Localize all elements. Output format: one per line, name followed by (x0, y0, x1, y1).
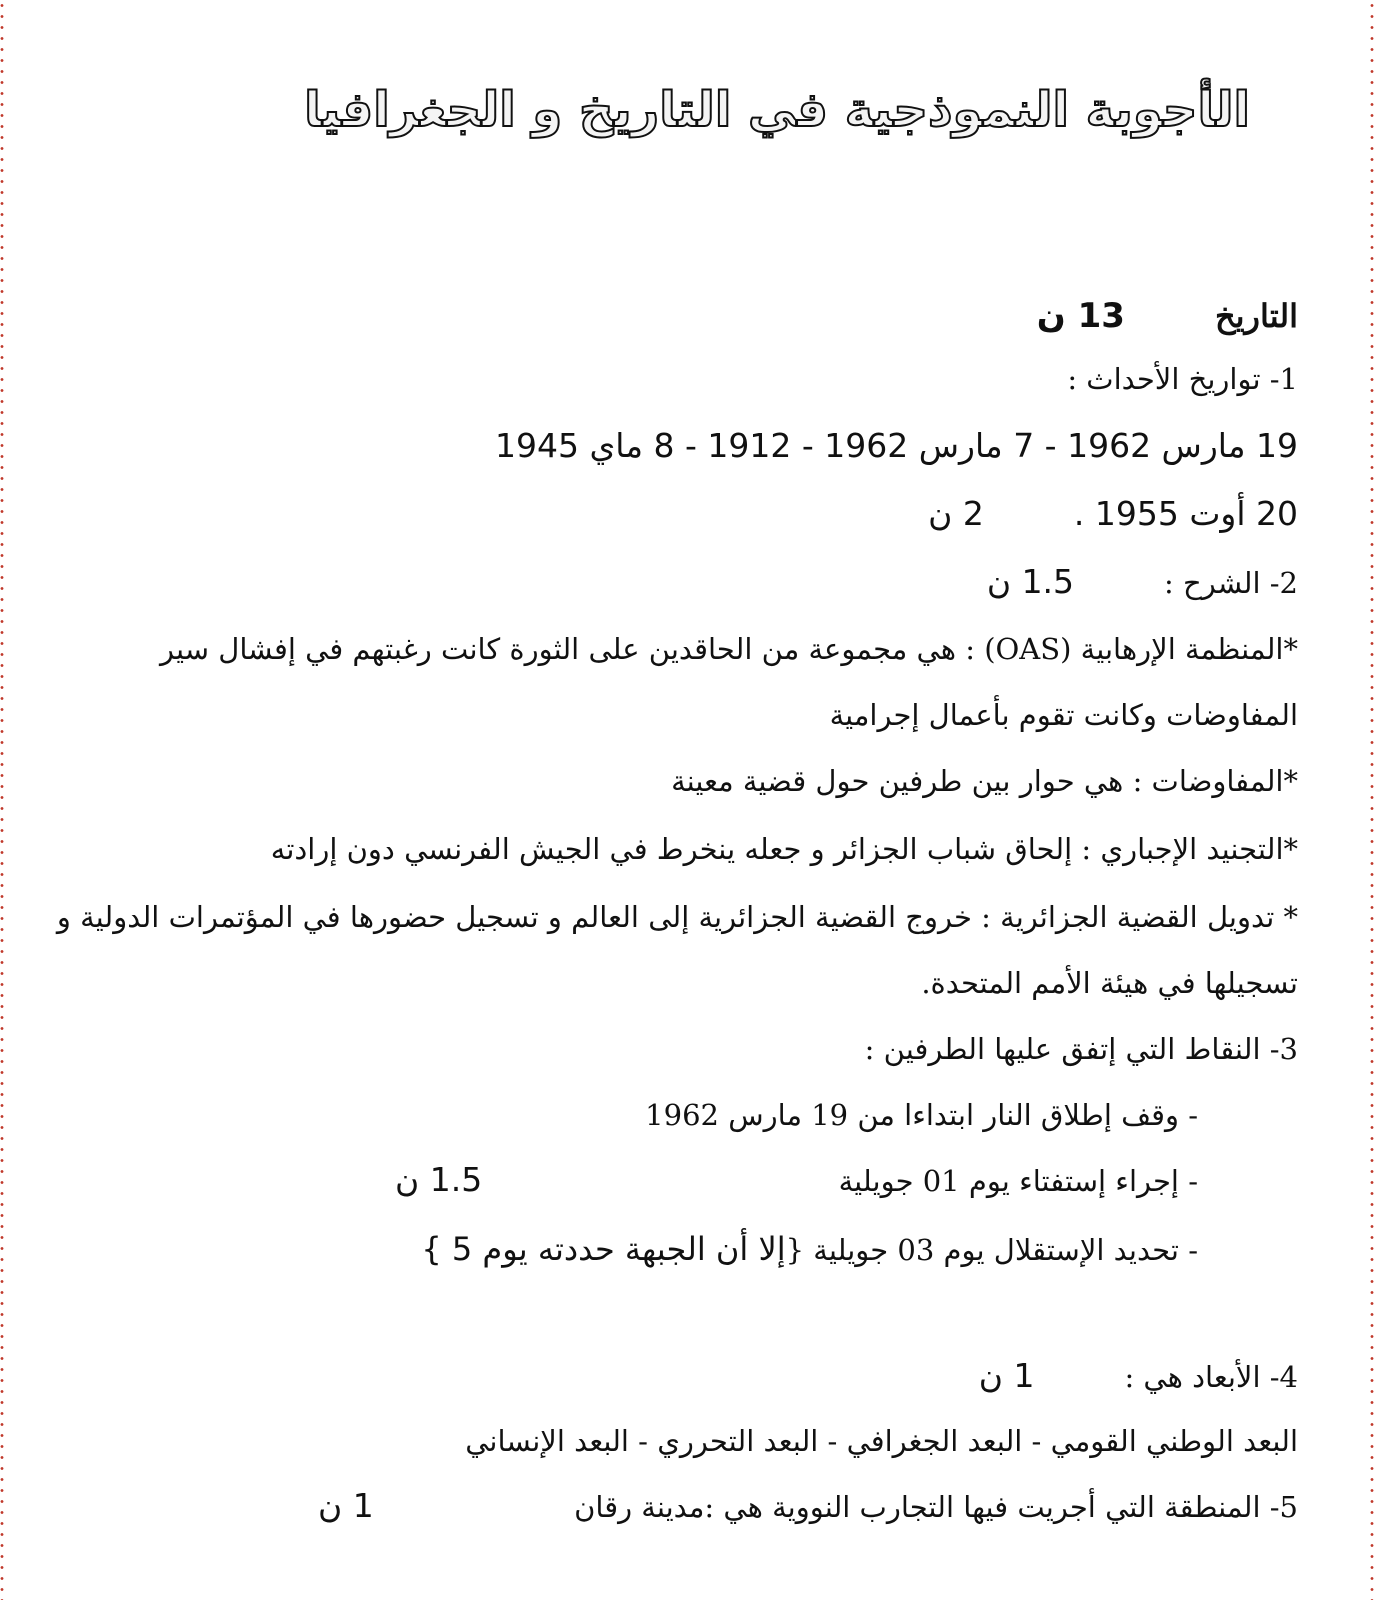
q1-last-date: 20 أوت 1955 . (1073, 494, 1298, 533)
page-title: الأجوبة النموذجية في التاريخ و الجغرافيا (304, 82, 1250, 138)
q1-dates-line: 19 مارس 1962 - 7 مارس 1962 - 1912 - 8 ماي 1945 (494, 426, 1298, 465)
q3-item2: - إجراء إستفتاء يوم 01 جويلية (838, 1164, 1198, 1198)
q3-label: 3- النقاط التي إتفق عليها الطرفين : (864, 1032, 1298, 1066)
q1-last-row (928, 494, 1298, 534)
q2-oas-line1: *المنظمة الإرهابية (OAS) : هي مجموعة من الحاقدين على الثورة كانت رغبتهم في إفشال سير (160, 632, 1298, 666)
q3-item3-main: - تحديد الإستقلال يوم 03 جويلية { (785, 1233, 1198, 1267)
q1-points: 2 ن (928, 494, 984, 533)
history-points: 13 ن (1036, 296, 1125, 336)
q2-points: 1.5 ن (986, 562, 1075, 601)
q4-points: 1 ن (978, 1356, 1035, 1395)
q2-intl-line2: تسجيلها في هيئة الأمم المتحدة. (921, 966, 1298, 1000)
q2-oas-line2: المفاوضات وكانت تقوم بأعمال إجرامية (829, 698, 1298, 732)
history-heading: التاريخ (1214, 297, 1298, 335)
q3-item3 (421, 1230, 1198, 1268)
q2-conscription: *التجنيد الإجباري : إلحاق شباب الجزائر و جعله ينخرط في الجيش الفرنسي دون إرادته (270, 832, 1298, 866)
q3-points: 1.5 ن (395, 1160, 483, 1199)
q4-label-row (979, 1356, 1298, 1396)
q5-label: 5- المنطقة التي أجريت فيها التجارب النووية هي :مدينة رقان (574, 1490, 1298, 1524)
q2-label: 2- الشرح : (1164, 566, 1298, 600)
history-heading-row (1037, 296, 1298, 337)
q2-label-row (987, 562, 1298, 602)
q4-answer: البعد الوطني القومي - البعد الجغرافي - البعد التحرري - البعد الإنساني (465, 1424, 1298, 1458)
q3-item1: - وقف إطلاق النار ابتداءا من 19 مارس 1962 (645, 1098, 1198, 1132)
q3-item3-note: إلا أن الجبهة حددته يوم 5 } (421, 1230, 786, 1268)
q2-negotiations: *المفاوضات : هي حوار بين طرفين حول قضية معينة (671, 764, 1298, 798)
q1-label: 1- تواريخ الأحداث : (1067, 362, 1298, 396)
q4-label: 4- الأبعاد هي : (1124, 1360, 1298, 1394)
q5-points: 1 ن (318, 1486, 374, 1525)
q2-intl-line1: * تدويل القضية الجزائرية : خروج القضية الجزائرية إلى العالم و تسجيل حضورها في المؤتمرات الدولية و (56, 900, 1298, 934)
